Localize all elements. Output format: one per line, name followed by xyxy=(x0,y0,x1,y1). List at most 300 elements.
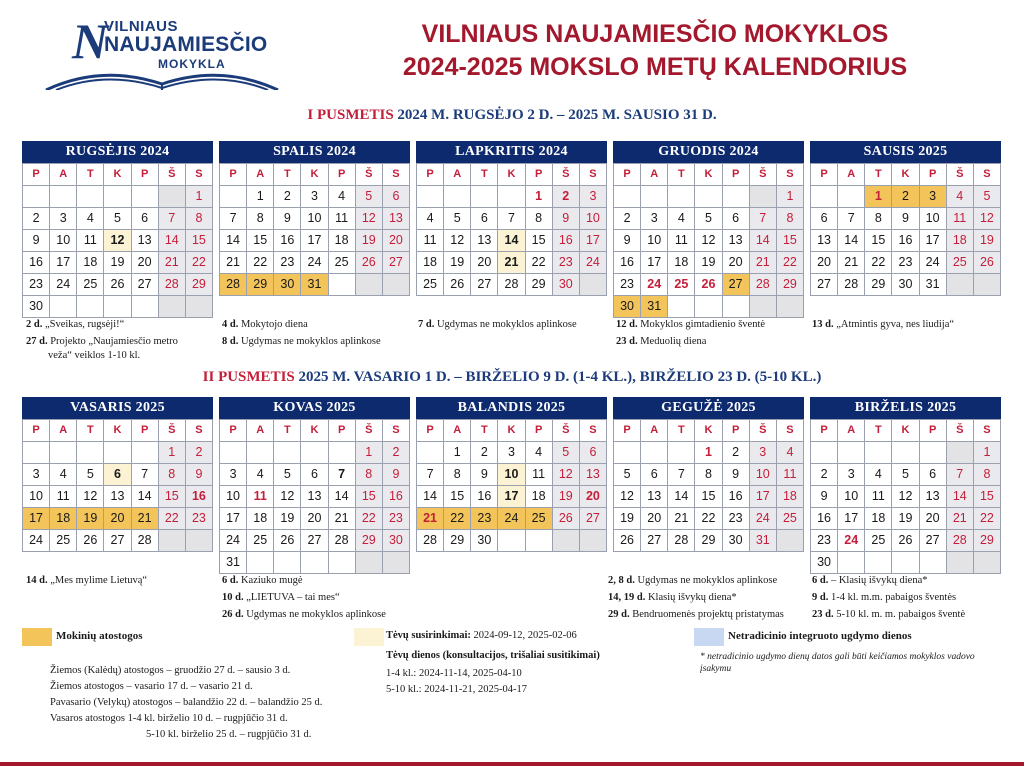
day-cell: 25 xyxy=(668,274,695,296)
legend-parents-day-item: 1-4 kl.: 2024-11-14, 2025-04-10 xyxy=(386,668,522,679)
legend-parents-days-items xyxy=(386,666,686,698)
day-cell: 8 xyxy=(159,464,186,486)
day-cell: 28 xyxy=(750,274,777,296)
day-cell: 1 xyxy=(526,186,553,208)
day-cell: 16 xyxy=(614,252,641,274)
day-cell: 6 xyxy=(301,464,328,486)
weekday-label: P xyxy=(132,164,159,186)
weekday-label: P xyxy=(526,420,553,442)
day-cell: 18 xyxy=(777,486,804,508)
day-cell: 22 xyxy=(865,252,892,274)
day-cell: 30 xyxy=(383,530,410,552)
empty-cell xyxy=(723,296,750,318)
day-cell: 10 xyxy=(920,208,947,230)
day-cell: 16 xyxy=(383,486,410,508)
day-cell: 29 xyxy=(356,530,383,552)
empty-cell xyxy=(920,552,947,574)
empty-cell xyxy=(77,186,104,208)
empty-cell xyxy=(132,296,159,318)
empty-cell xyxy=(750,296,777,318)
empty-cell xyxy=(247,552,274,574)
empty-cell xyxy=(777,530,804,552)
weekday-label: T xyxy=(77,420,104,442)
note-item xyxy=(812,574,1017,588)
empty-cell xyxy=(865,552,892,574)
weekday-label: T xyxy=(668,164,695,186)
day-cell: 18 xyxy=(668,252,695,274)
day-cell: 12 xyxy=(695,230,722,252)
day-cell: 14 xyxy=(838,230,865,252)
note-text: Klasių išvykų diena* xyxy=(647,592,737,603)
day-cell: 13 xyxy=(301,486,328,508)
empty-cell xyxy=(104,296,131,318)
day-cell: 24 xyxy=(750,508,777,530)
weekday-label: K xyxy=(695,164,722,186)
day-cell: 13 xyxy=(811,230,838,252)
weekday-label: A xyxy=(444,420,471,442)
month-title: SAUSIS 2025 xyxy=(810,141,1001,163)
month-calendar xyxy=(810,141,1001,296)
day-cell: 18 xyxy=(417,252,444,274)
day-cell: 25 xyxy=(777,508,804,530)
day-cell: 31 xyxy=(641,296,668,318)
day-cell: 4 xyxy=(865,464,892,486)
note-day: 10 d. xyxy=(222,592,244,603)
note-text: Mokyklos gimtadienio šventė xyxy=(640,319,766,330)
day-cell: 10 xyxy=(220,486,247,508)
day-cell: 21 xyxy=(947,508,974,530)
day-cell: 14 xyxy=(498,230,525,252)
month-notes xyxy=(26,318,216,366)
day-cell: 16 xyxy=(186,486,213,508)
day-cell: 9 xyxy=(553,208,580,230)
empty-cell xyxy=(695,296,722,318)
note-text: – Klasių išvykų diena* xyxy=(830,575,928,586)
empty-cell xyxy=(329,274,356,296)
empty-cell xyxy=(838,552,865,574)
empty-cell xyxy=(614,442,641,464)
day-cell: 13 xyxy=(104,486,131,508)
day-cell: 15 xyxy=(974,486,1001,508)
day-cell: 5 xyxy=(444,208,471,230)
day-cell: 30 xyxy=(811,552,838,574)
note-day: 13 d. xyxy=(812,319,834,330)
day-cell: 19 xyxy=(974,230,1001,252)
day-cell: 11 xyxy=(777,464,804,486)
day-cell: 17 xyxy=(23,508,50,530)
weekday-label: K xyxy=(695,420,722,442)
empty-cell xyxy=(641,442,668,464)
day-cell: 24 xyxy=(580,252,607,274)
month-title: BIRŽELIS 2025 xyxy=(810,397,1001,419)
weekday-label: A xyxy=(641,420,668,442)
day-cell: 21 xyxy=(132,508,159,530)
weekday-label: S xyxy=(580,164,607,186)
day-cell: 17 xyxy=(920,230,947,252)
day-cell: 15 xyxy=(695,486,722,508)
month-title: RUGSĖJIS 2024 xyxy=(22,141,213,163)
day-cell: 12 xyxy=(892,486,919,508)
day-cell: 11 xyxy=(947,208,974,230)
day-cell: 2 xyxy=(723,442,750,464)
day-cell: 11 xyxy=(668,230,695,252)
day-cell: 8 xyxy=(974,464,1001,486)
note-item xyxy=(26,349,216,363)
legend-parents-value: 2024-09-12, 2025-02-06 xyxy=(473,630,577,641)
day-cell: 5 xyxy=(614,464,641,486)
day-cell: 10 xyxy=(750,464,777,486)
day-cell: 2 xyxy=(23,208,50,230)
day-cell: 7 xyxy=(668,464,695,486)
weekday-label: P xyxy=(329,164,356,186)
note-text: veža“ veiklos 1-10 kl. xyxy=(48,350,141,361)
day-cell: 28 xyxy=(947,530,974,552)
day-cell: 24 xyxy=(301,252,328,274)
weekday-label: S xyxy=(186,164,213,186)
day-cell: 21 xyxy=(838,252,865,274)
day-cell: 30 xyxy=(892,274,919,296)
day-cell: 29 xyxy=(865,274,892,296)
weekday-label: Š xyxy=(750,420,777,442)
day-cell: 1 xyxy=(695,442,722,464)
day-cell: 18 xyxy=(947,230,974,252)
day-cell: 6 xyxy=(641,464,668,486)
legend-vacation-item: Pavasario (Velykų) atostogos – balandžio 22 d. – balandžio 25 d. xyxy=(50,697,323,708)
day-cell: 26 xyxy=(104,274,131,296)
note-text: Projekto „Naujamiesčio metro xyxy=(50,336,178,347)
weekday-label: P xyxy=(811,420,838,442)
note-text: 1-4 kl. m.m. pabaigos šventės xyxy=(830,592,957,603)
legend-nontrad-note: * netradicinio ugdymo dienų datos gali būti keičiamos mokyklos vadovo įsakymu xyxy=(700,652,975,674)
semester1-range: 2024 M. RUGSĖJO 2 D. – 2025 M. SAUSIO 31 D. xyxy=(397,107,717,123)
empty-cell xyxy=(417,442,444,464)
month-calendar xyxy=(416,397,607,552)
month-grid xyxy=(810,419,1001,574)
day-cell: 14 xyxy=(132,486,159,508)
empty-cell xyxy=(159,530,186,552)
empty-cell xyxy=(329,442,356,464)
day-cell: 30 xyxy=(723,530,750,552)
day-cell: 26 xyxy=(974,252,1001,274)
day-cell: 16 xyxy=(471,486,498,508)
day-cell: 6 xyxy=(383,186,410,208)
month-notes xyxy=(222,574,412,625)
day-cell: 6 xyxy=(104,464,131,486)
day-cell: 22 xyxy=(247,252,274,274)
weekday-label: P xyxy=(723,420,750,442)
empty-cell xyxy=(838,186,865,208)
day-cell: 21 xyxy=(668,508,695,530)
legend-vacation-items xyxy=(50,663,370,743)
day-cell: 3 xyxy=(301,186,328,208)
day-cell: 23 xyxy=(23,274,50,296)
day-cell: 11 xyxy=(526,464,553,486)
day-cell: 28 xyxy=(417,530,444,552)
day-cell: 24 xyxy=(23,530,50,552)
day-cell: 19 xyxy=(614,508,641,530)
empty-cell xyxy=(383,552,410,574)
weekday-label: T xyxy=(471,164,498,186)
day-cell: 8 xyxy=(865,208,892,230)
day-cell: 27 xyxy=(723,274,750,296)
note-text: „LIETUVA – tai mes“ xyxy=(246,592,340,603)
day-cell: 7 xyxy=(838,208,865,230)
day-cell: 19 xyxy=(695,252,722,274)
day-cell: 29 xyxy=(695,530,722,552)
day-cell: 21 xyxy=(159,252,186,274)
weekday-label: K xyxy=(104,164,131,186)
empty-cell xyxy=(668,296,695,318)
legend-parents-day-item: 5-10 kl.: 2024-11-21, 2025-04-17 xyxy=(386,684,528,695)
day-cell: 11 xyxy=(865,486,892,508)
note-item xyxy=(616,335,806,349)
day-cell: 19 xyxy=(77,508,104,530)
day-cell: 4 xyxy=(329,186,356,208)
empty-cell xyxy=(580,530,607,552)
weekday-label: S xyxy=(580,420,607,442)
day-cell: 24 xyxy=(641,274,668,296)
note-item xyxy=(222,591,412,605)
weekday-label: A xyxy=(50,420,77,442)
day-cell: 9 xyxy=(892,208,919,230)
weekday-label: A xyxy=(838,164,865,186)
day-cell: 12 xyxy=(274,486,301,508)
month-grid xyxy=(22,419,213,552)
day-cell: 1 xyxy=(356,442,383,464)
note-day: 6 d. xyxy=(812,575,829,586)
day-cell: 2 xyxy=(811,464,838,486)
semester1-heading xyxy=(20,107,1004,124)
day-cell: 28 xyxy=(159,274,186,296)
day-cell: 6 xyxy=(811,208,838,230)
empty-cell xyxy=(892,442,919,464)
day-cell: 26 xyxy=(444,274,471,296)
month-grid xyxy=(416,163,607,296)
weekday-label: S xyxy=(186,420,213,442)
month-notes xyxy=(812,574,1017,625)
month-grid xyxy=(416,419,607,552)
empty-cell xyxy=(614,186,641,208)
day-cell: 28 xyxy=(838,274,865,296)
day-cell: 8 xyxy=(695,464,722,486)
note-day: 29 d. xyxy=(608,609,630,620)
day-cell: 8 xyxy=(526,208,553,230)
empty-cell xyxy=(329,552,356,574)
weekday-label: A xyxy=(50,164,77,186)
month-title: VASARIS 2025 xyxy=(22,397,213,419)
empty-cell xyxy=(947,442,974,464)
note-item xyxy=(616,318,806,332)
day-cell: 23 xyxy=(274,252,301,274)
note-day: 2, 8 d. xyxy=(608,575,635,586)
day-cell: 25 xyxy=(247,530,274,552)
bottom-rule xyxy=(0,762,1024,766)
weekday-label: P xyxy=(220,420,247,442)
weekday-label: T xyxy=(865,420,892,442)
empty-cell xyxy=(274,442,301,464)
day-cell: 19 xyxy=(553,486,580,508)
day-cell: 17 xyxy=(301,230,328,252)
note-item xyxy=(222,335,412,349)
day-cell: 27 xyxy=(104,530,131,552)
day-cell: 5 xyxy=(892,464,919,486)
note-item xyxy=(812,608,1017,622)
weekday-label: Š xyxy=(947,164,974,186)
month-title: GRUODIS 2024 xyxy=(613,141,804,163)
weekday-label: A xyxy=(247,420,274,442)
semester2-range: 2025 M. VASARIO 1 D. – BIRŽELIO 9 D. (1-4 KL.), BIRŽELIO 23 D. (5-10 KL.) xyxy=(298,369,822,385)
day-cell: 8 xyxy=(777,208,804,230)
day-cell: 2 xyxy=(471,442,498,464)
weekday-label: S xyxy=(974,420,1001,442)
day-cell: 31 xyxy=(750,530,777,552)
day-cell: 20 xyxy=(723,252,750,274)
empty-cell xyxy=(865,442,892,464)
day-cell: 18 xyxy=(865,508,892,530)
day-cell: 24 xyxy=(838,530,865,552)
day-cell: 26 xyxy=(356,252,383,274)
day-cell: 27 xyxy=(641,530,668,552)
empty-cell xyxy=(777,296,804,318)
day-cell: 6 xyxy=(580,442,607,464)
day-cell: 10 xyxy=(23,486,50,508)
day-cell: 2 xyxy=(186,442,213,464)
note-text: Ugdymas ne mokyklos aplinkose xyxy=(637,575,778,586)
empty-cell xyxy=(471,186,498,208)
day-cell: 3 xyxy=(23,464,50,486)
day-cell: 7 xyxy=(947,464,974,486)
empty-cell xyxy=(220,186,247,208)
day-cell: 9 xyxy=(23,230,50,252)
day-cell: 9 xyxy=(811,486,838,508)
empty-cell xyxy=(132,442,159,464)
empty-cell xyxy=(356,274,383,296)
day-cell: 12 xyxy=(553,464,580,486)
day-cell: 12 xyxy=(614,486,641,508)
weekday-label: K xyxy=(892,420,919,442)
day-cell: 18 xyxy=(247,508,274,530)
day-cell: 3 xyxy=(50,208,77,230)
note-day: 26 d. xyxy=(222,609,244,620)
day-cell: 26 xyxy=(77,530,104,552)
empty-cell xyxy=(301,442,328,464)
empty-cell xyxy=(220,442,247,464)
day-cell: 7 xyxy=(220,208,247,230)
weekday-label: P xyxy=(417,164,444,186)
day-cell: 4 xyxy=(417,208,444,230)
note-day: 14 d. xyxy=(26,575,48,586)
note-text: Kaziuko mugė xyxy=(240,575,303,586)
day-cell: 3 xyxy=(838,464,865,486)
day-cell: 21 xyxy=(417,508,444,530)
school-logo xyxy=(42,14,282,88)
note-text: 5-10 kl. m. m. pabaigos šventė xyxy=(836,609,966,620)
day-cell: 29 xyxy=(526,274,553,296)
day-cell: 24 xyxy=(498,508,525,530)
note-day: 7 d. xyxy=(418,319,435,330)
day-cell: 5 xyxy=(104,208,131,230)
month-calendar xyxy=(613,141,804,318)
day-cell: 16 xyxy=(892,230,919,252)
day-cell: 16 xyxy=(23,252,50,274)
month-calendar xyxy=(22,141,213,318)
day-cell: 1 xyxy=(865,186,892,208)
day-cell: 27 xyxy=(301,530,328,552)
day-cell: 28 xyxy=(132,530,159,552)
legend-vacation-item: 5-10 kl. birželio 25 d. – rugpjūčio 31 d. xyxy=(146,729,312,740)
day-cell: 28 xyxy=(668,530,695,552)
weekday-label: A xyxy=(444,164,471,186)
logo-line3: MOKYKLA xyxy=(158,57,226,71)
note-text: „Atmintis gyva, nes liudija“ xyxy=(836,319,955,330)
day-cell: 25 xyxy=(417,274,444,296)
day-cell: 10 xyxy=(498,464,525,486)
day-cell: 14 xyxy=(329,486,356,508)
weekday-label: Š xyxy=(947,420,974,442)
page-title xyxy=(300,18,1010,84)
weekday-label: K xyxy=(498,420,525,442)
day-cell: 22 xyxy=(186,252,213,274)
empty-cell xyxy=(356,552,383,574)
day-cell: 11 xyxy=(329,208,356,230)
day-cell: 16 xyxy=(274,230,301,252)
note-item xyxy=(222,608,412,622)
weekday-label: T xyxy=(274,164,301,186)
day-cell: 12 xyxy=(444,230,471,252)
weekday-label: T xyxy=(77,164,104,186)
day-cell: 4 xyxy=(77,208,104,230)
day-cell: 27 xyxy=(383,252,410,274)
note-item xyxy=(812,318,1012,332)
day-cell: 29 xyxy=(974,530,1001,552)
weekday-label: A xyxy=(247,164,274,186)
day-cell: 14 xyxy=(947,486,974,508)
day-cell: 20 xyxy=(920,508,947,530)
day-cell: 25 xyxy=(947,252,974,274)
empty-cell xyxy=(444,186,471,208)
empty-cell xyxy=(23,442,50,464)
day-cell: 10 xyxy=(301,208,328,230)
empty-cell xyxy=(947,274,974,296)
note-day: 27 d. xyxy=(26,336,48,347)
empty-cell xyxy=(498,186,525,208)
weekday-label: P xyxy=(811,164,838,186)
legend-nontrad-swatch xyxy=(694,628,724,646)
note-item xyxy=(222,574,412,588)
logo-monogram: N xyxy=(72,13,109,69)
empty-cell xyxy=(947,552,974,574)
day-cell: 5 xyxy=(695,208,722,230)
day-cell: 10 xyxy=(641,230,668,252)
month-grid xyxy=(810,163,1001,296)
day-cell: 3 xyxy=(641,208,668,230)
day-cell: 16 xyxy=(553,230,580,252)
note-item xyxy=(222,318,412,332)
weekday-label: K xyxy=(104,420,131,442)
day-cell: 17 xyxy=(838,508,865,530)
weekday-label: Š xyxy=(553,164,580,186)
weekday-label: Š xyxy=(159,420,186,442)
empty-cell xyxy=(77,296,104,318)
day-cell: 6 xyxy=(132,208,159,230)
day-cell: 2 xyxy=(553,186,580,208)
day-cell: 9 xyxy=(614,230,641,252)
day-cell: 24 xyxy=(220,530,247,552)
day-cell: 20 xyxy=(383,230,410,252)
day-cell: 18 xyxy=(50,508,77,530)
day-cell: 29 xyxy=(186,274,213,296)
semester2-label: II PUSMETIS xyxy=(202,369,295,385)
